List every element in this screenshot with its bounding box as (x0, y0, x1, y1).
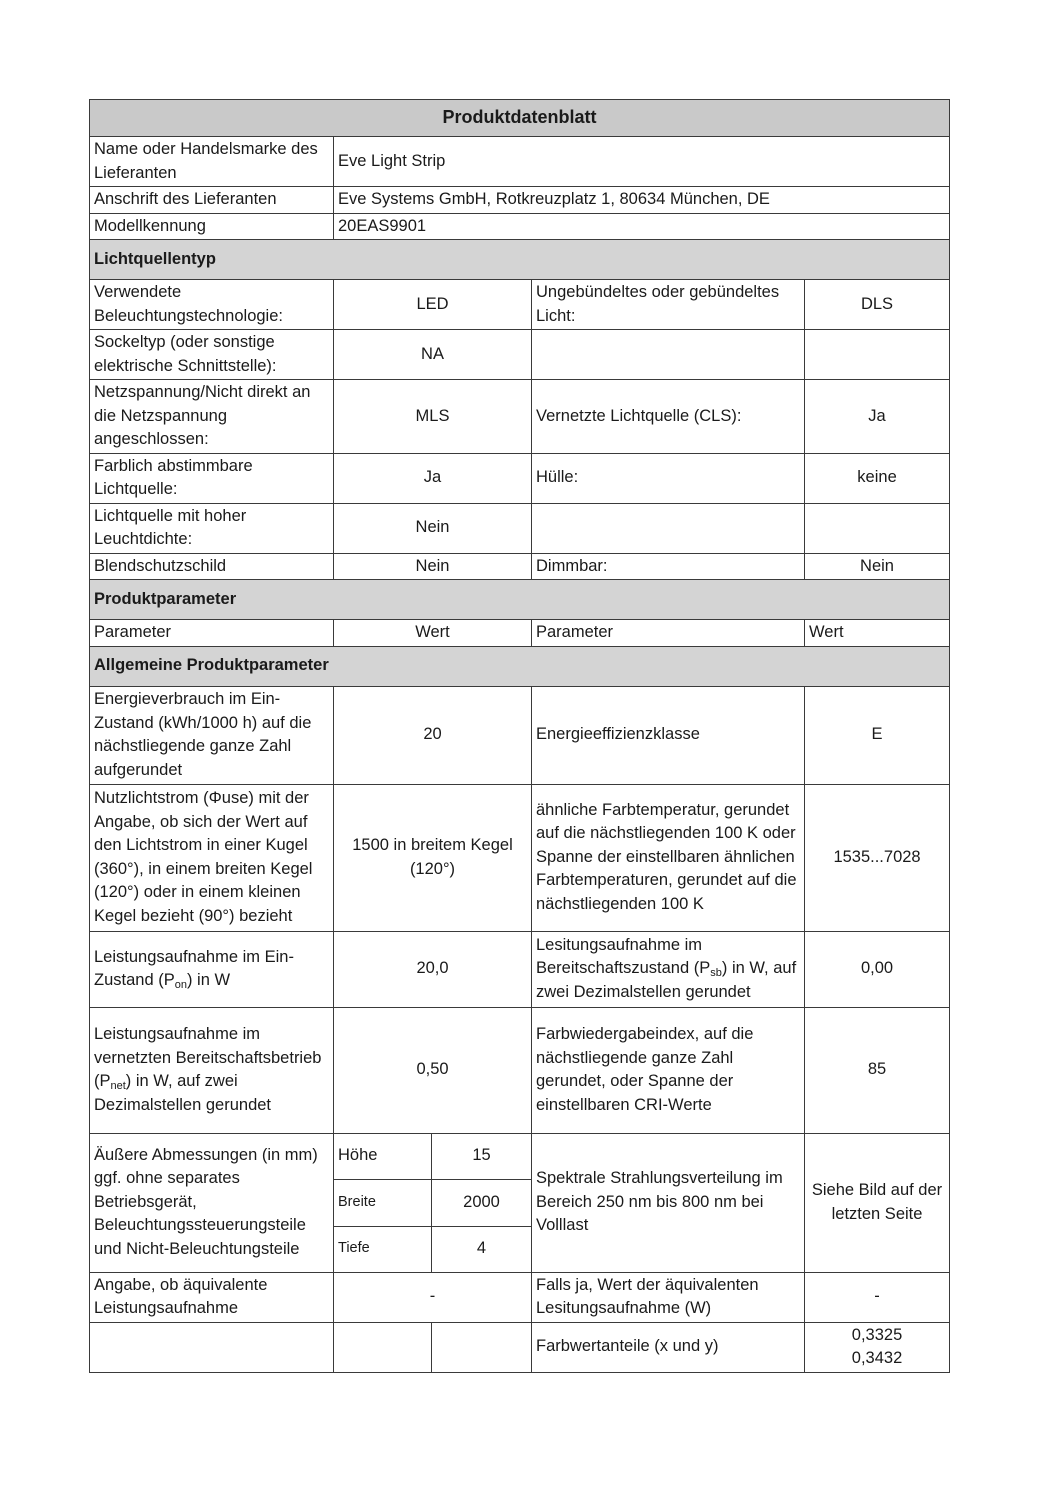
empty-cell (532, 330, 805, 380)
empty-cell (532, 503, 805, 553)
model-label: Modellkennung (90, 213, 334, 240)
energy-class-label: Energieeffizienzklasse (532, 686, 805, 784)
spectral-distribution-value: Siehe Bild auf der letzten Seite (805, 1133, 950, 1272)
color-tunable-label: Farblich abstimmbare Lichtquelle: (90, 453, 334, 503)
luminous-flux-label: Nutzlichtstrom (Φuse) mit der Angabe, ob sich der Wert auf den Lichtstrom in einer Kugel (360°), in einem breiten Kegel (120°) oder in einem kleinen Kegel bezieht (90°) bezieht (90, 784, 334, 931)
page-title: Produktdatenblatt (90, 100, 950, 137)
width-label: Breite (334, 1179, 432, 1226)
column-header-parameter: Parameter (90, 620, 334, 647)
glare-shield-label: Blendschutzschild (90, 553, 334, 580)
depth-value: 4 (432, 1226, 532, 1272)
luminous-flux-value: 1500 in breitem Kegel (120°) (334, 784, 532, 931)
networked-standby-value: 0,50 (334, 1007, 532, 1133)
column-header-wert: Wert (334, 620, 532, 647)
energy-consumption-label: Energieverbrauch im Ein-Zustand (kWh/1000 h) auf die nächstliegende ganze Zahl aufgerundet (90, 686, 334, 784)
power-on-label: Leistungsaufnahme im Ein-Zustand $(P_{on})$ in W (90, 931, 334, 1007)
column-header-parameter-2: Parameter (532, 620, 805, 647)
high-luminance-label: Lichtquelle mit hoher Leuchtdichte: (90, 503, 334, 553)
cls-value: Ja (805, 380, 950, 454)
focus-value: DLS (805, 280, 950, 330)
supplier-address-label: Anschrift des Lieferanten (90, 187, 334, 214)
spectral-distribution-label: Spektrale Strahlungsverteilung im Bereich 250 nm bis 800 nm bei Volllast (532, 1133, 805, 1272)
envelope-label: Hülle: (532, 453, 805, 503)
column-header-wert-2: Wert (805, 620, 950, 647)
mains-label: Netzspannung/Nicht direkt an die Netzspannung angeschlossen: (90, 380, 334, 454)
cap-label: Sockeltyp (oder sonstige elektrische Schnittstelle): (90, 330, 334, 380)
high-luminance-value: Nein (334, 503, 532, 553)
supplier-name-value: Eve Light Strip (334, 137, 950, 187)
product-data-sheet (89, 99, 950, 1373)
focus-label: Ungebündeltes oder gebündeltes Licht: (532, 280, 805, 330)
envelope-value: keine (805, 453, 950, 503)
height-label: Höhe (334, 1133, 432, 1179)
energy-consumption-value: 20 (334, 686, 532, 784)
equivalent-power-w-label: Falls ja, Wert der äquivalenten Lesitungsaufnahme (W) (532, 1272, 805, 1322)
empty-cell (90, 1322, 334, 1372)
equivalent-power-w-value: - (805, 1272, 950, 1322)
tech-label: Verwendete Beleuchtungstechnologie: (90, 280, 334, 330)
standby-power-label: Lesitungsaufnahme im Bereitschaftszustand $(P_{sb})$ in W, auf zwei Dezimalstellen gerundet (532, 931, 805, 1007)
empty-cell (334, 1322, 432, 1372)
width-value: 2000 (432, 1179, 532, 1226)
equivalent-power-value: - (334, 1272, 532, 1322)
depth-label: Tiefe (334, 1226, 432, 1272)
standby-power-value: 0,00 (805, 931, 950, 1007)
energy-class-value: E (805, 686, 950, 784)
chromaticity-x: 0,3325 (851, 1325, 903, 1344)
model-value: 20EAS9901 (334, 213, 950, 240)
section-header-light-source: Lichtquellentyp (90, 240, 950, 280)
dimmable-label: Dimmbar: (532, 553, 805, 580)
section-header-general-params: Allgemeine Produktparameter (90, 646, 950, 686)
tech-value: LED (334, 280, 532, 330)
cap-value: NA (334, 330, 532, 380)
cri-label: Farbwiedergabeindex, auf die nächstliegende ganze Zahl gerundet, oder Spanne der einstellbaren CRI-Werte (532, 1007, 805, 1133)
supplier-name-label: Name oder Handelsmarke des Lieferanten (90, 137, 334, 187)
color-tunable-value: Ja (334, 453, 532, 503)
section-header-product-params: Produktparameter (90, 580, 950, 620)
mains-value: MLS (334, 380, 532, 454)
chromaticity-y: 0,3432 (851, 1349, 903, 1367)
chromaticity-label: Farbwertanteile (x und y) (532, 1322, 805, 1372)
cri-value: 85 (805, 1007, 950, 1133)
color-temperature-value: 1535...7028 (805, 784, 950, 931)
chromaticity-value (805, 1322, 950, 1372)
cls-label: Vernetzte Lichtquelle (CLS): (532, 380, 805, 454)
glare-shield-value: Nein (334, 553, 532, 580)
dimensions-label: Äußere Abmessungen (in mm) ggf. ohne separates Betriebsgerät, Beleuchtungssteuerungsteile und Nicht-Beleuchtungsteile (90, 1133, 334, 1272)
supplier-address-value: Eve Systems GmbH, Rotkreuzplatz 1, 80634 München, DE (334, 187, 950, 214)
empty-cell (432, 1322, 532, 1372)
color-temperature-label: ähnliche Farbtemperatur, gerundet auf die nächstliegenden 100 K oder Spanne der einstellbaren ähnlichen Farbtemperaturen, gerundet auf die nächstliegenden 100 K (532, 784, 805, 931)
empty-cell (805, 330, 950, 380)
dimmable-value: Nein (805, 553, 950, 580)
networked-standby-label: Leistungsaufnahme im vernetzten Bereitschaftsbetrieb $(P_{net})$ in W, auf zwei Dezimalstellen gerundet (90, 1007, 334, 1133)
height-value: 15 (432, 1133, 532, 1179)
empty-cell (805, 503, 950, 553)
power-on-value: 20,0 (334, 931, 532, 1007)
equivalent-power-label: Angabe, ob äquivalente Leistungsaufnahme (90, 1272, 334, 1322)
